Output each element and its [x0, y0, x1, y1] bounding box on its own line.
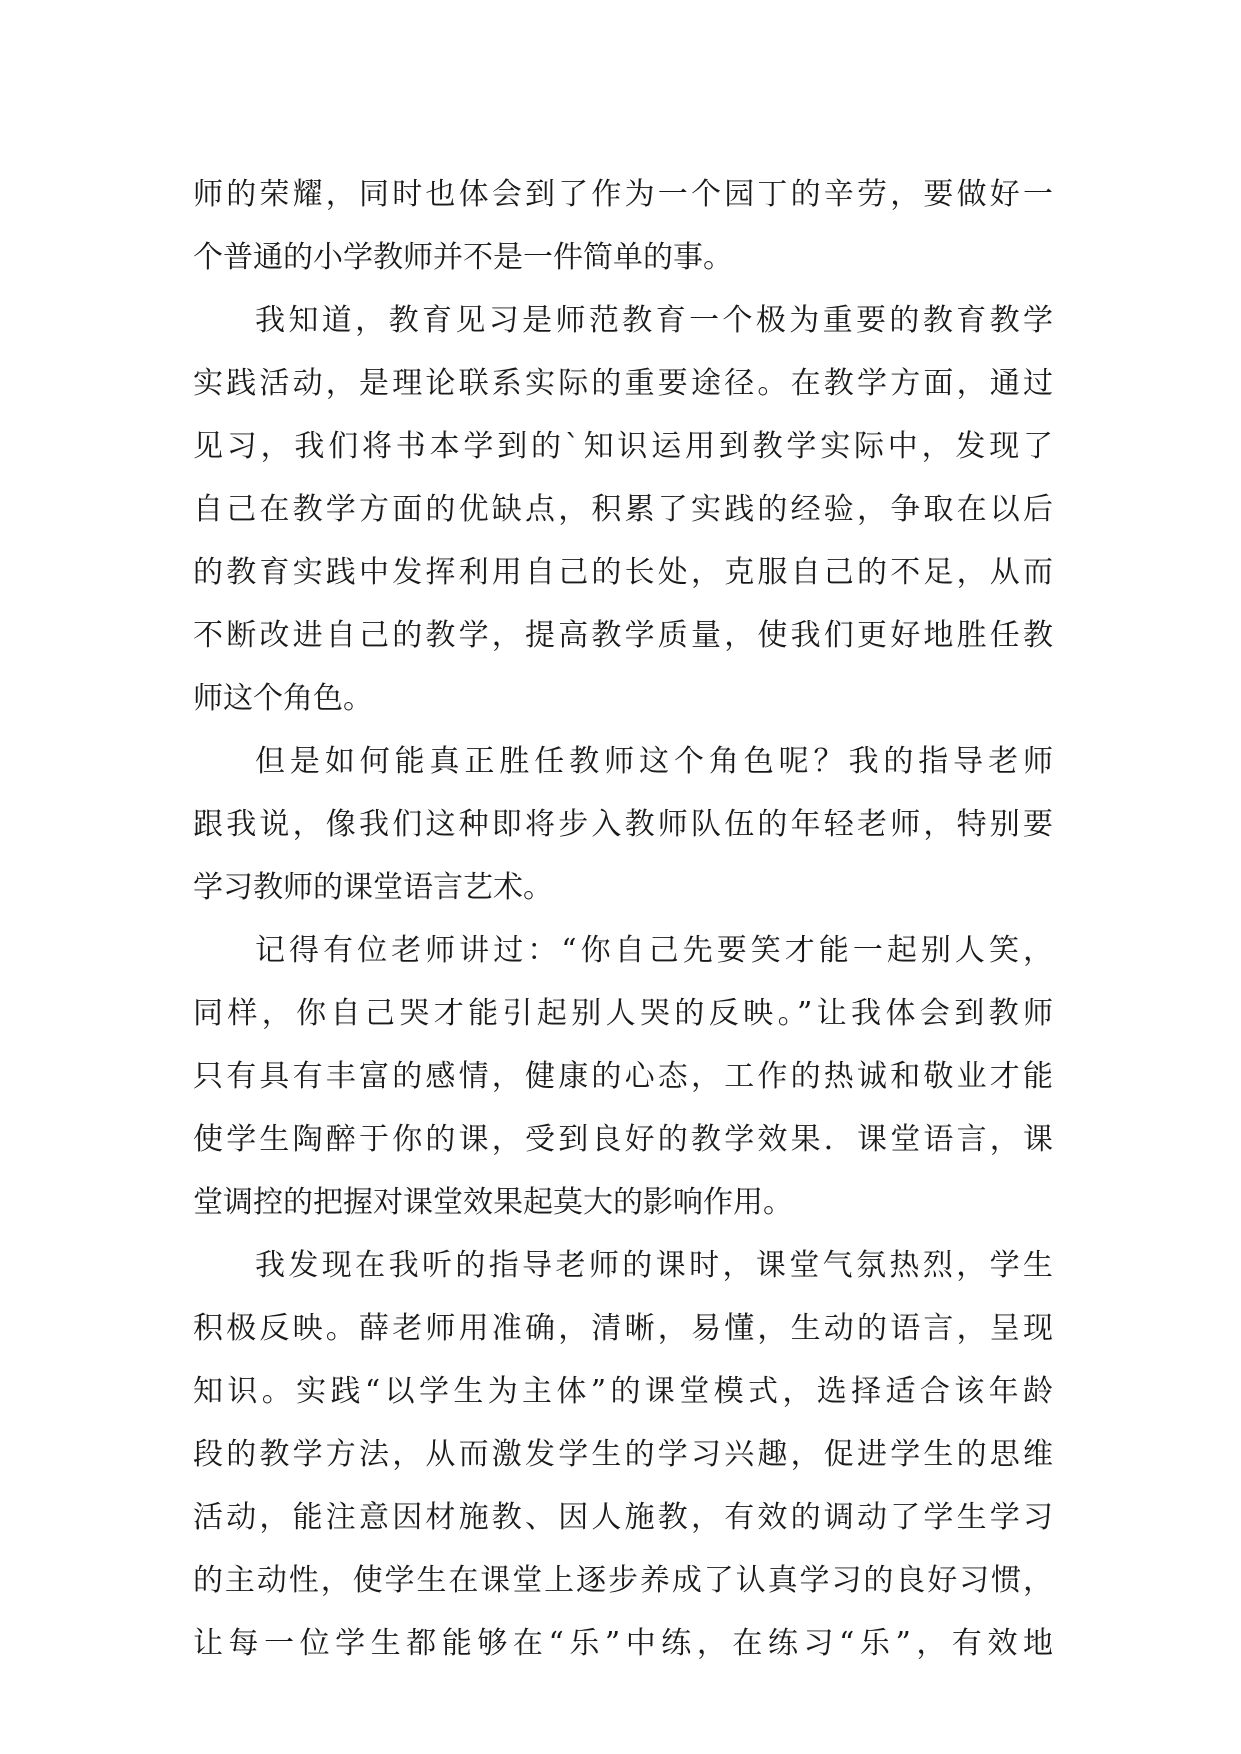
text-line: 堂调控的把握对课堂效果起莫大的影响作用。 [193, 1185, 793, 1220]
text-line: 让每一位学生都能够在“乐”中练，在练习“乐”，有效地 [193, 1626, 1053, 1661]
text-line: 个普通的小学教师并不是一件简单的事。 [193, 240, 733, 275]
text-line: 记得有位老师讲过：“你自己先要笑才能一起别人笑， [255, 933, 1053, 968]
text-line: 我发现在我听的指导老师的课时，课堂气氛热烈，学生 [255, 1248, 1053, 1283]
text-line: 师这个角色。 [193, 681, 373, 716]
text-line: 自己在教学方面的优缺点，积累了实践的经验，争取在以后 [193, 492, 1053, 527]
paragraph [193, 163, 1053, 289]
text-line: 跟我说，像我们这种即将步入教师队伍的年轻老师，特别要 [193, 807, 1053, 842]
document-body [193, 163, 1053, 1675]
text-line: 积极反映。薛老师用准确，清晰，易懂，生动的语言，呈现 [193, 1311, 1053, 1346]
paragraph [193, 1234, 1053, 1675]
text-line: 但是如何能真正胜任教师这个角色呢？我的指导老师 [255, 744, 1053, 779]
paragraph [193, 730, 1053, 919]
text-line: 实践活动，是理论联系实际的重要途径。在教学方面，通过 [193, 366, 1053, 401]
text-line: 的教育实践中发挥利用自己的长处，克服自己的不足，从而 [193, 555, 1053, 590]
text-line: 见习，我们将书本学到的`知识运用到教学实际中，发现了 [193, 429, 1053, 464]
paragraph [193, 289, 1053, 730]
text-line: 师的荣耀，同时也体会到了作为一个园丁的辛劳，要做好一 [193, 177, 1053, 212]
text-line: 使学生陶醉于你的课，受到良好的教学效果．课堂语言，课 [193, 1122, 1053, 1157]
text-line: 同样，你自己哭才能引起别人哭的反映。”让我体会到教师 [193, 996, 1053, 1031]
text-line: 的主动性，使学生在课堂上逐步养成了认真学习的良好习惯， [193, 1563, 1053, 1598]
text-line: 段的教学方法，从而激发学生的学习兴趣，促进学生的思维 [193, 1437, 1053, 1472]
paragraph [193, 919, 1053, 1234]
text-line: 不断改进自己的教学，提高教学质量，使我们更好地胜任教 [193, 618, 1053, 653]
text-line: 活动，能注意因材施教、因人施教，有效的调动了学生学习 [193, 1500, 1053, 1535]
text-line: 只有具有丰富的感情，健康的心态，工作的热诚和敬业才能 [193, 1059, 1053, 1094]
text-line: 学习教师的课堂语言艺术。 [193, 870, 553, 905]
text-line: 知识。实践“以学生为主体”的课堂模式，选择适合该年龄 [193, 1374, 1053, 1409]
text-line: 我知道，教育见习是师范教育一个极为重要的教育教学 [255, 303, 1053, 338]
